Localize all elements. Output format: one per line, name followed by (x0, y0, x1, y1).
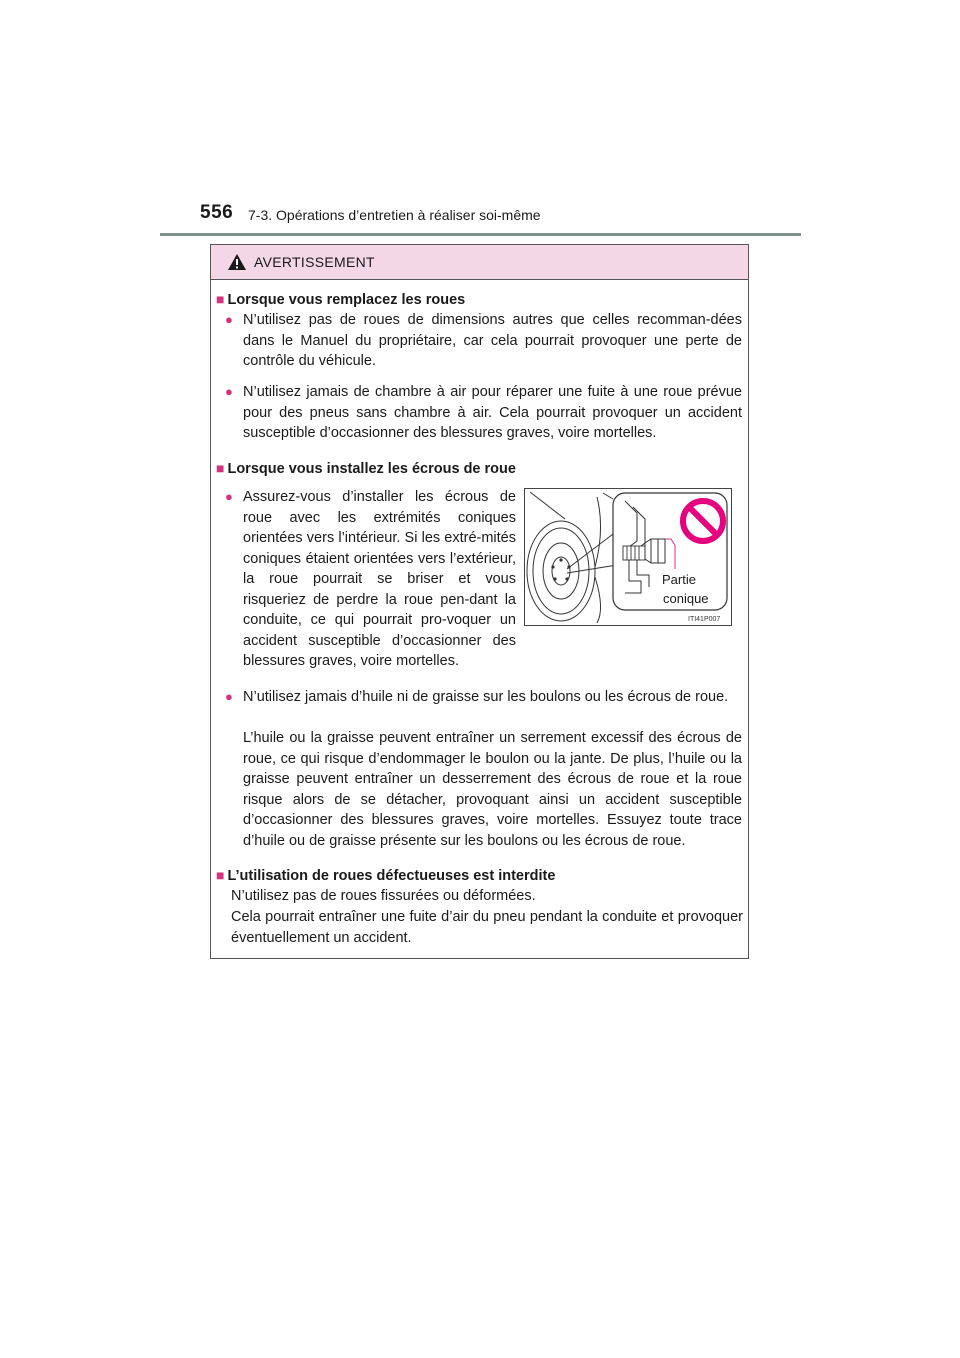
paragraph: Cela pourrait entraîner une fuite d’air du pneu pendant la conduite et provoquer éventuellement un accident. (231, 909, 743, 946)
circle-bullet-icon: ● (225, 384, 233, 399)
list-item: ● N’utilisez pas de roues de dimensions autres que celles recomman-dées dans le Manuel du propriétaire, car cela pourrait provoquer une perte de contrôle du véhicule. (225, 312, 742, 369)
list-item: ● Assurez-vous d’installer les écrous de roue avec les extrémités coniques orientées vers l’intérieur. Si les extré-mités coniques étaient orientées vers l’extérieur, la roue pourrait se briser et vous risqueriez de perdre la roue pen-dant la conduite, ce qui pourrait pro-voquer un accident susceptible d’occasionner des blessures graves, voire mortelles. (225, 489, 516, 669)
section-title: 7-3. Opérations d’entretien à réaliser soi-même (248, 207, 541, 223)
section-heading-replace-wheels: ■ Lorsque vous remplacez les roues (216, 291, 466, 308)
list-item: ● N’utilisez jamais d’huile ni de graisse sur les boulons ou les écrous de roue. (243, 687, 742, 708)
wheel-nut-illustration (524, 488, 732, 626)
warning-triangle-icon (227, 253, 247, 271)
circle-bullet-icon: ● (225, 689, 233, 704)
conical-part-label-line2: conique (663, 591, 709, 606)
square-bullet-icon: ■ (216, 460, 225, 476)
paragraph: N’utilisez pas de roues fissurées ou déformées. (231, 888, 536, 904)
figure-code: ITI41P007 (688, 616, 721, 623)
header-rule (160, 233, 801, 236)
page-number: 556 (200, 202, 234, 223)
square-bullet-icon: ■ (216, 291, 225, 307)
paragraph: L’huile ou la graisse peuvent entraîner un serrement excessif des écrous de roue, ce qui risque d’endommager le boulon ou la jante. De plus, l’huile ou la graisse peuvent entraîner un desserrement des écrous de roue et la roue risque alors de se détacher, provoquant ainsi un accident susceptible d’occasionner des blessures graves, voire mortelles. Essuyez toute trace d’huile ou de graisse présente sur les boulons ou les écrous de roue. (243, 730, 742, 849)
page-header (200, 202, 800, 232)
circle-bullet-icon: ● (225, 489, 233, 504)
circle-bullet-icon: ● (225, 312, 233, 327)
section-heading-install-nuts: ■ Lorsque vous installez les écrous de roue (216, 460, 516, 477)
warning-title: AVERTISSEMENT (254, 254, 375, 270)
square-bullet-icon: ■ (216, 867, 225, 883)
conical-part-label-line1: Partie (662, 572, 696, 587)
list-item: ● N’utilisez jamais de chambre à air pour réparer une fuite à une roue prévue pour des pneus sans chambre à air. Cela pourrait provoquer un accident susceptible d’occasionner des blessures graves, voire mortelles. (225, 384, 742, 441)
wheel-nut-diagram (525, 489, 731, 625)
section-heading-defective-wheels: ■ L’utilisation de roues défectueuses est interdite (216, 867, 556, 884)
warning-header (211, 245, 748, 280)
